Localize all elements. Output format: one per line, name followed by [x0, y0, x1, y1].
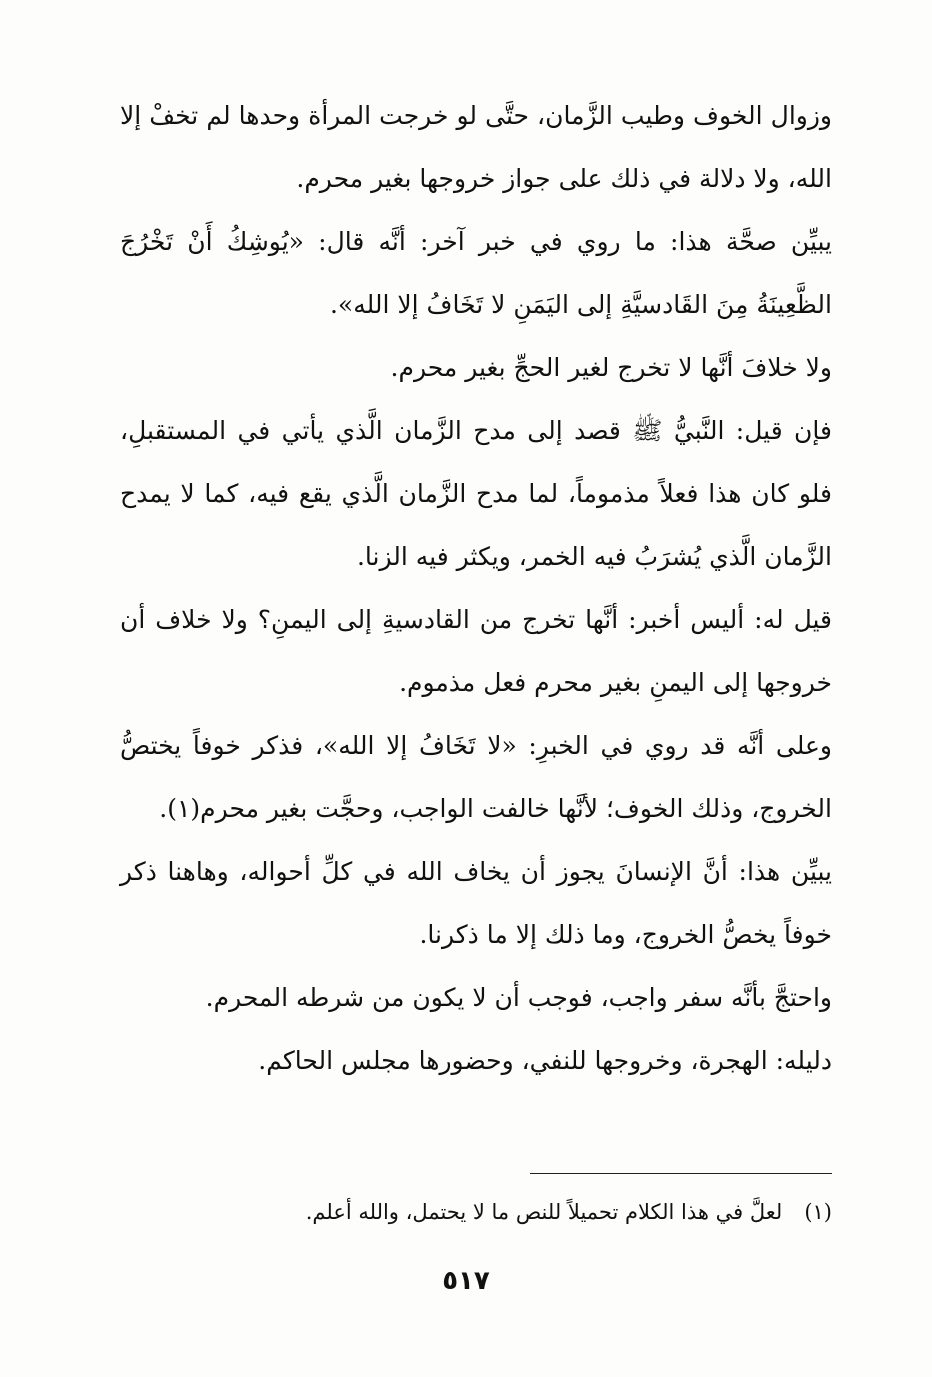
footnote-marker: (١) — [804, 1200, 832, 1224]
paragraph-5: قيل له: أليس أخبر: أنَّها تخرج من القادسيةِ إلى اليمنِ؟ ولا خلاف أن خروجها إلى اليمنِ بغير محرم فعل مذموم. — [120, 605, 832, 697]
paragraph-6: وعلى أنَّه قد روي في الخبرِ: «لا تَخَافُ إلا الله»، فذكر خوفاً يختصُّ الخروج، وذلك الخوف؛ لأنَّها خالفت الواجب، وحجَّت بغير محرم(١). — [120, 731, 832, 823]
paragraph-8: واحتجَّ بأنَّه سفر واجب، فوجب أن لا يكون من شرطه المحرم. — [205, 983, 832, 1012]
paragraph-2: يبيِّن صحَّة هذا: ما روي في خبر آخر: أنَّه قال: «يُوشِكُ أَنْ تَخْرُجَ الظَّعِينَةُ مِنَ القَادسيَّةِ إلى اليَمَنِ لا تَخَافُ إلا الله». — [120, 227, 832, 319]
paragraph-9: دليله: الهجرة، وخروجها للنفي، وحضورها مجلس الحاكم. — [258, 1046, 832, 1075]
paragraph-4: فإن قيل: النَّبيُّ ﷺ قصد إلى مدح الزَّمان الَّذي يأتي في المستقبلِ، فلو كان هذا فعلاً مذموماً، لما مدح الزَّمان الَّذي يقع فيه، كما لا يمدح الزَّمان الَّذي يُشرَبُ فيه الخمر، ويكثر فيه الزنا. — [120, 416, 832, 571]
paragraph-3: ولا خلافَ أنَّها لا تخرج لغير الحجِّ بغير محرم. — [390, 353, 832, 382]
main-text — [120, 84, 832, 1092]
footnote-text: لعلَّ في هذا الكلام تحميلاً للنص ما لا يحتمل، والله أعلم. — [305, 1200, 783, 1224]
footnote-divider — [530, 1173, 832, 1174]
paragraph-7: يبيِّن هذا: أنَّ الإنسانَ يجوز أن يخاف الله في كلِّ أحواله، وهاهنا ذكر خوفاً يخصُّ الخروج، وما ذلك إلا ما ذكرنا. — [120, 857, 832, 949]
paragraph-1: وزوال الخوف وطيب الزَّمان، حتَّى لو خرجت المرأة وحدها لم تخفْ إلا الله، ولا دلالة في ذلك على جواز خروجها بغير محرم. — [120, 101, 832, 193]
footnote — [120, 1192, 832, 1232]
page-number: ٥١٧ — [442, 1266, 490, 1296]
